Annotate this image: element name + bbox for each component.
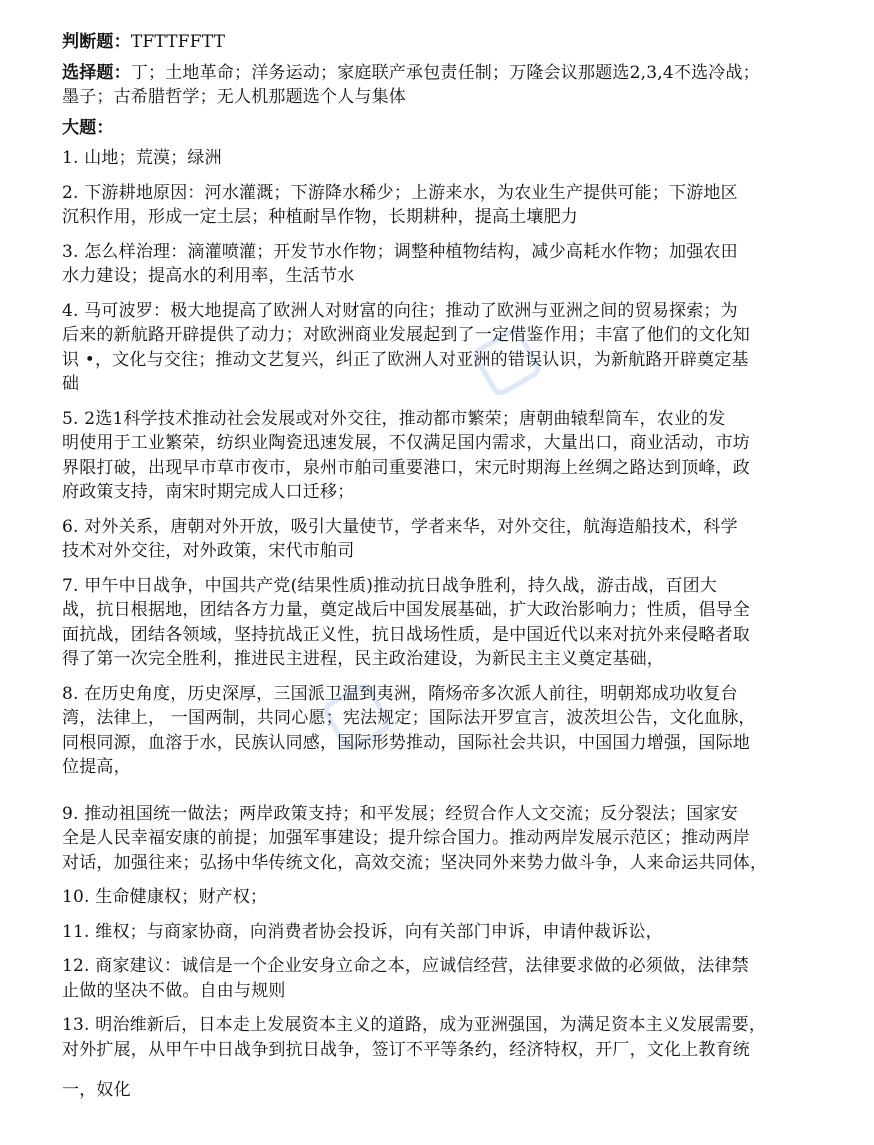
- answer-line: 水力建设；提高水的利用率，生活节水: [62, 266, 355, 286]
- answer-line: 5. 2选1科学技术推动社会发展或对外交往，推动都市繁荣；唐朝曲辕犁筒车，农业的发: [62, 408, 726, 429]
- answer-line: 技术对外交往，对外政策，宋代市舶司: [62, 541, 355, 561]
- answer-tail: 一，奴化: [62, 1080, 131, 1100]
- answer-item: [62, 682, 832, 780]
- answer-line: 战，抗日根据地，团结各方力量，奠定战后中国发展基础，扩大政治影响力；性质，倡导全: [62, 600, 750, 620]
- answer-line: 11. 维权；与商家协商，向消费者协会投诉，向有关部门申诉，申请仲裁诉讼，: [62, 921, 663, 942]
- answer-line: 对话，加强往来；弘扬中华传统文化，高效交流；坚决同外来势力做斗争，人来命运共同体，: [62, 852, 768, 873]
- answer-line: 湾，法律上， 一国两制，共同心愿；宪法规定；国际法开罗宣言，波茨坦公告，文化血脉，: [62, 708, 756, 728]
- answer-line: 得了第一次完全胜利，推进民主进程，民主政治建设，为新民主主义奠定基础，: [62, 649, 664, 669]
- answer-line: 8. 在历史角度，历史深厚，三国派卫温到夷洲，隋炀帝多次派人前往，明朝郑成功收复台: [62, 683, 738, 704]
- judge-section: [62, 30, 832, 55]
- judge-label: 判断题：: [62, 32, 131, 52]
- answer-line: 同根同源，血溶于水，民族认同感，国际形势推动，国际社会共识，中国国力增强，国际地: [62, 732, 750, 753]
- answer-line: 全是人民幸福安康的前提；加强军事建设；提升综合国力。推动两岸发展示范区；推动两岸: [62, 828, 750, 848]
- answer-line: 6. 对外关系，唐朝对外开放，吸引大量使节，学者来华，对外交往，航海造船技术，科学: [62, 516, 738, 537]
- answer-item: [62, 181, 832, 230]
- answer-line: 面抗战，团结各领域，坚持抗战正义性，抗日战场性质，是中国近代以来对抗外来侵略者取: [62, 624, 750, 645]
- answer-line: 识 •，文化与交往；推动文艺复兴，纠正了欧洲人对亚洲的错误认识，为新航路开辟奠定基: [62, 349, 749, 370]
- answer-line: 对外扩展，从甲午中日战争到抗日战争，签订不平等条约，经济特权，开厂，文化上教育统: [62, 1039, 750, 1060]
- answer-item: [62, 574, 832, 672]
- choice-section: [62, 61, 832, 110]
- answer-line: 府政策支持，南宋时期完成人口迁移；: [62, 482, 355, 502]
- answer-line: 界限打破，出现早市草市夜市，泉州市舶司重要港口，宋元时期海上丝绸之路达到顶峰，政: [62, 457, 750, 478]
- answer-item: [62, 407, 832, 505]
- answer-item: [62, 885, 832, 910]
- answer-line: 2. 下游耕地原因：河水灌溉；下游降水稀少；上游来水，为农业生产提供可能；下游地区: [62, 182, 738, 203]
- answer-line: 沉积作用，形成一定土层；种植耐旱作物，长期耕种，提高土壤肥力: [62, 207, 578, 227]
- document-body: [62, 30, 832, 1113]
- answer-line: 础: [62, 374, 80, 394]
- answer-line: 明使用于工业繁荣，纺织业陶瓷迅速发展，不仅满足国内需求，大量出口，商业活动，市坊: [62, 433, 750, 453]
- answer-line: 9. 推动祖国统一做法；两岸政策支持；和平发展；经贸合作人文交流；反分裂法；国家安: [62, 803, 738, 824]
- judge-answer: TFTTFFTT: [130, 32, 226, 52]
- answer-line: 10. 生命健康权；财产权；: [62, 887, 268, 907]
- answer-item: [62, 920, 832, 945]
- answer-item: [62, 240, 832, 289]
- choice-line-2: 墨子；古希腊哲学；无人机那题选个人与集体: [62, 87, 406, 107]
- answer-item: [62, 299, 832, 397]
- answer-list: [62, 146, 832, 1062]
- answer-line: 后来的新航路开辟提供了动力；对欧洲商业发展起到了一定借鉴作用；丰富了他们的文化知: [62, 325, 750, 345]
- answer-line: 4. 马可波罗：极大地提高了欧洲人对财富的向往；推动了欧洲与亚洲之间的贸易探索；为: [62, 300, 738, 321]
- choice-label: 选择题：: [62, 62, 131, 83]
- answer-item: [62, 146, 832, 171]
- answer-item: [62, 515, 832, 564]
- answer-line: 13. 明治维新后，日本走上发展资本主义的道路，成为亚洲强国，为满足资本主义发展需要，: [62, 1015, 767, 1035]
- answer-line: 止做的坚决不做。自由与规则: [62, 980, 286, 1001]
- answer-line: 7. 甲午中日战争，中国共产党(结果性质)推动抗日战争胜利，持久战，游击战，百团大: [62, 575, 718, 596]
- answer-item: [62, 954, 832, 1003]
- answer-line: 3. 怎么样治理：滴灌喷灌；开发节水作物；调整种植物结构，减少高耗水作物；加强农田: [62, 241, 738, 262]
- answer-item: [62, 1013, 832, 1062]
- answer-line: 位提高，: [62, 757, 131, 777]
- answer-item: [62, 802, 832, 876]
- choice-line-1: 丁；土地革命；洋务运动；家庭联产承包责任制；万隆会议那题选2,3,4不选冷战；: [130, 62, 760, 83]
- big-question-label: 大题：: [62, 117, 114, 138]
- answer-line: 12. 商家建议：诚信是一个企业安身立命之本，应诚信经营，法律要求做的必须做，法律禁: [62, 956, 749, 976]
- answer-line: 1. 山地；荒漠；绿洲: [62, 148, 222, 168]
